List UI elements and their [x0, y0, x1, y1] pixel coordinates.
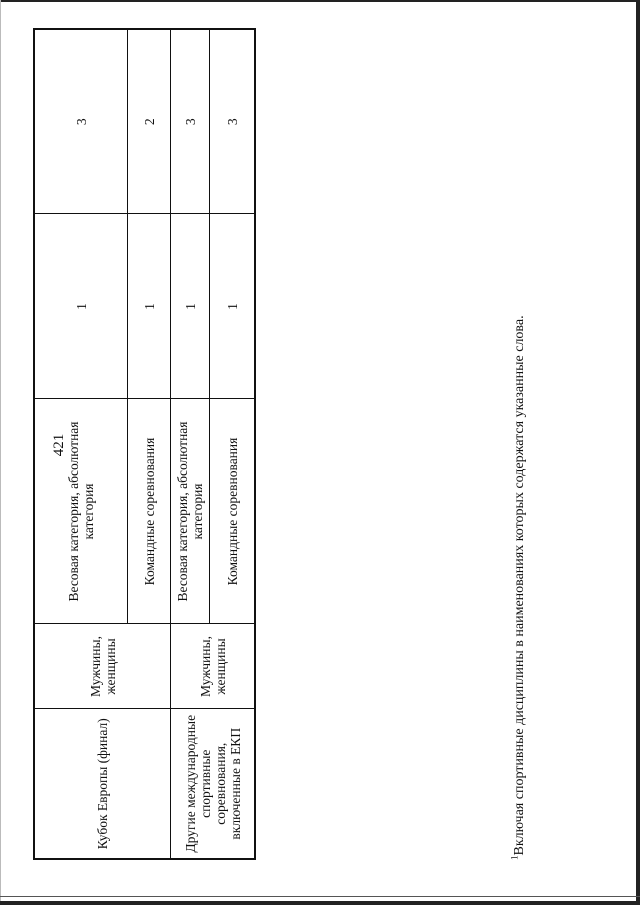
discipline-cell: Командные соревнования [128, 399, 171, 624]
value-cell-a: 1 [171, 214, 210, 399]
gender-cell: Мужчины, женщины [171, 624, 256, 709]
footnote-marker: 1 [509, 855, 520, 860]
value-cell-b: 3 [34, 29, 128, 214]
footnote-text: Включая спортивные дисциплины в наименованиях которых содержатся указанные слова. [512, 315, 527, 856]
competition-cell: Другие международные спортивные соревнования, включенные в ЕКП [171, 709, 256, 859]
value-cell-a: 1 [210, 214, 256, 399]
footnote [509, 240, 528, 860]
value-cell-a: 1 [34, 214, 128, 399]
value-cell-b: 3 [210, 29, 256, 214]
page-number: 421 [51, 433, 67, 457]
page-frame-bottom [0, 901, 640, 905]
table-row [171, 29, 210, 859]
gender-cell: Мужчины, женщины [34, 624, 171, 709]
discipline-cell: Весовая категория, абсолютная категория [34, 399, 128, 624]
competition-cell: Кубок Европы (финал) [34, 709, 171, 859]
discipline-cell: Командные соревнования [210, 399, 256, 624]
discipline-cell: Весовая категория, абсолютная категория [171, 399, 210, 624]
value-cell-b: 3 [171, 29, 210, 214]
value-cell-a: 1 [128, 214, 171, 399]
table-row [34, 29, 128, 859]
competition-table [33, 28, 256, 860]
value-cell-b: 2 [128, 29, 171, 214]
